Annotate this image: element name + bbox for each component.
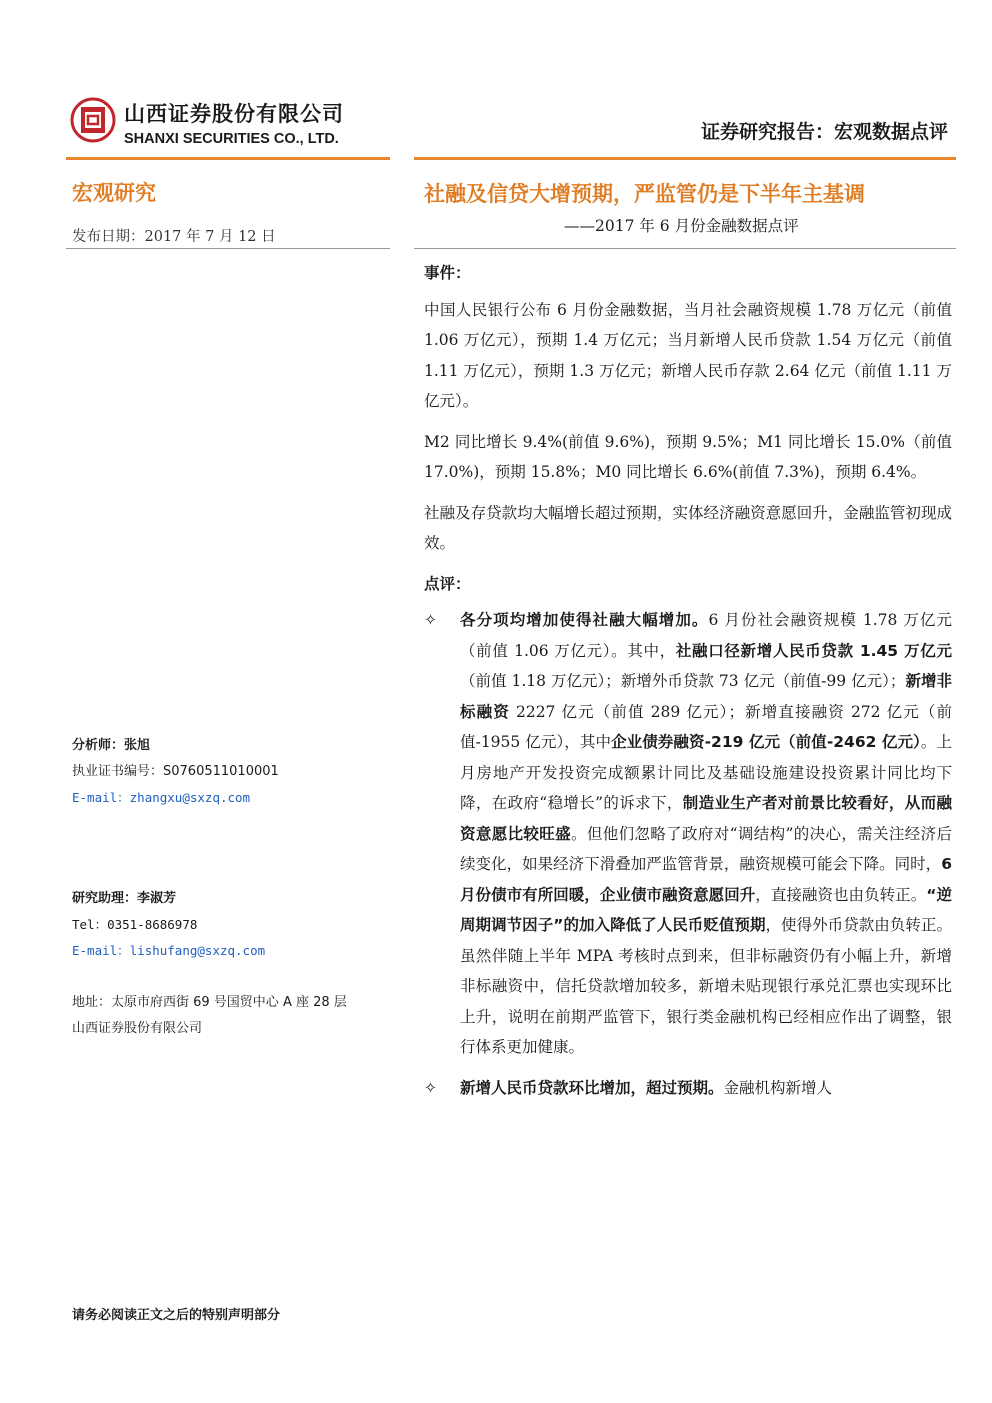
disclaimer-note: 请务必阅读正文之后的特别声明部分 bbox=[72, 1308, 281, 1323]
header-rule-right bbox=[414, 157, 956, 160]
analyst-cert: 执业证书编号：S0760511010001 bbox=[72, 764, 279, 779]
report-body bbox=[424, 258, 952, 1113]
company-footer-name: 山西证券股份有限公司 bbox=[72, 1021, 203, 1036]
bullet-1-text-1: 6 月份社会融资规模 1.78 万亿元（前值 1.06 万亿元）。其中， bbox=[460, 611, 952, 660]
bullet-1-bold-7: “逆周期调节因子”的加入降低了人民币贬值预期 bbox=[460, 885, 952, 934]
comment-bullet-1 bbox=[424, 605, 952, 1063]
report-title: 社融及信贷大增预期，严监管仍是下半年主基调 bbox=[424, 182, 865, 206]
event-paragraph-3: 社融及存贷款均大幅增长超过预期，实体经济融资意愿回升，金融监管初现成效。 bbox=[424, 503, 952, 552]
divider-right bbox=[414, 248, 956, 249]
section-title: 宏观研究 bbox=[72, 181, 156, 205]
assistant-email-line bbox=[72, 938, 265, 965]
shanxi-securities-logo-icon bbox=[70, 97, 116, 143]
analyst-email-label: E-mail： bbox=[72, 790, 130, 805]
bullet-1-bold-6: 6 月份债市有所回暖，企业债市融资意愿回升 bbox=[460, 855, 952, 904]
analyst-block bbox=[72, 733, 279, 812]
assistant-name: 李淑芳 bbox=[137, 891, 177, 906]
analyst-line bbox=[72, 733, 279, 759]
diamond-bullet-icon: ✧ bbox=[424, 611, 437, 629]
event-heading: 事件： bbox=[424, 264, 471, 282]
assistant-email-label: E-mail： bbox=[72, 943, 130, 958]
company-name-cn: 山西证券股份有限公司 bbox=[124, 102, 344, 126]
analyst-label: 分析师： bbox=[72, 738, 125, 753]
divider-left bbox=[66, 248, 390, 249]
comment-bullet-2 bbox=[424, 1073, 952, 1104]
comment-heading: 点评： bbox=[424, 574, 471, 593]
event-paragraph-2: M2 同比增长 9.4%(前值 9.6%)，预期 9.5%；M1 同比增长 15.0%（前值 17.0%)，预期 15.8%；M0 同比增长 6.6%(前值 7.3%)，预期 6.4%。 bbox=[424, 432, 952, 481]
analyst-email-line bbox=[72, 785, 279, 812]
header-rule-left bbox=[66, 157, 390, 160]
bullet-1-bold-4: 企业债券融资-219 亿元（前值-2462 亿元） bbox=[611, 733, 921, 751]
address-block bbox=[72, 990, 347, 1042]
bullet-1-text-6: ，直接融资也由负转正。 bbox=[755, 885, 927, 904]
bullet-1-text-3: 2227 亿元（前值 289 亿元）；新增直接融资 272 亿元（前值-1955 亿元），其中 bbox=[460, 702, 952, 751]
report-type: 证券研究报告：宏观数据点评 bbox=[700, 121, 948, 143]
event-paragraph-1: 中国人民银行公布 6 月份金融数据，当月社会融资规模 1.78 万亿元（前值 1.06 万亿元），预期 1.4 万亿元；当月新增人民币贷款 1.54 万亿元（前值 1.11 万亿元），预期 1.3 万亿元；新增人民币存款 2.64 亿元（前值 1.11 万亿元）。 bbox=[424, 300, 952, 410]
assistant-block bbox=[72, 886, 265, 965]
report-subtitle: ——2017 年 6 月份金融数据点评 bbox=[564, 217, 799, 235]
bullet-1-bold-1: 各分项均增加使得社融大幅增加。 bbox=[460, 611, 709, 629]
bullet-2-text-1: 金融机构新增人 bbox=[723, 1078, 833, 1097]
bullet-1-bold-2: 社融口径新增人民币贷款 1.45 万亿元 bbox=[675, 641, 952, 660]
assistant-email-link[interactable]: lishufang@sxzq.com bbox=[129, 943, 266, 958]
assistant-line bbox=[72, 886, 265, 912]
assistant-tel: Tel：0351-8686978 bbox=[72, 917, 198, 932]
company-name-en: SHANXI SECURITIES CO., LTD. bbox=[124, 131, 339, 147]
bullet-1-text-5: 。但他们忽略了政府对“调结构”的决心，需关注经济后续变化，如果经济下滑叠加严监管背景，融资规模可能会下降。同时， bbox=[460, 824, 952, 873]
publish-date: 发布日期：2017 年 7 月 12 日 bbox=[72, 229, 276, 245]
assistant-label: 研究助理： bbox=[72, 891, 138, 906]
bullet-1-text-4: 。上月房地产开发投资完成额累计同比及基础设施建设投资累计同比均下降，在政府“稳增长”的诉求下， bbox=[460, 733, 952, 812]
bullet-1-bold-5: 制造业生产者对前景比较看好，从而融资意愿比较旺盛 bbox=[460, 794, 952, 843]
bullet-1-text-2: （前值 1.18 万亿元）；新增外币贷款 73 亿元（前值-99 亿元）； bbox=[460, 672, 906, 690]
bullet-2-bold-1: 新增人民币贷款环比增加，超过预期。 bbox=[460, 1078, 724, 1097]
analyst-name: 张旭 bbox=[124, 738, 151, 753]
bullet-1-text-7: ，使得外币贷款由负转正。虽然伴随上半年 MPA 考核时点到来，但非标融资仍有小幅上升，新增非标融资中，信托贷款增加较多，新增未贴现银行承兑汇票也实现环比上升，说明在前期严监管下，银行类金融机构已经相应作出了调整，银行体系更加健康。 bbox=[460, 916, 952, 1056]
bullet-1-bold-3: 新增非标融资 bbox=[460, 672, 952, 721]
analyst-email-link[interactable]: zhangxu@sxzq.com bbox=[129, 790, 251, 805]
diamond-bullet-icon: ✧ bbox=[424, 1078, 437, 1097]
address: 地址：太原市府西街 69 号国贸中心 A 座 28 层 bbox=[72, 995, 347, 1010]
